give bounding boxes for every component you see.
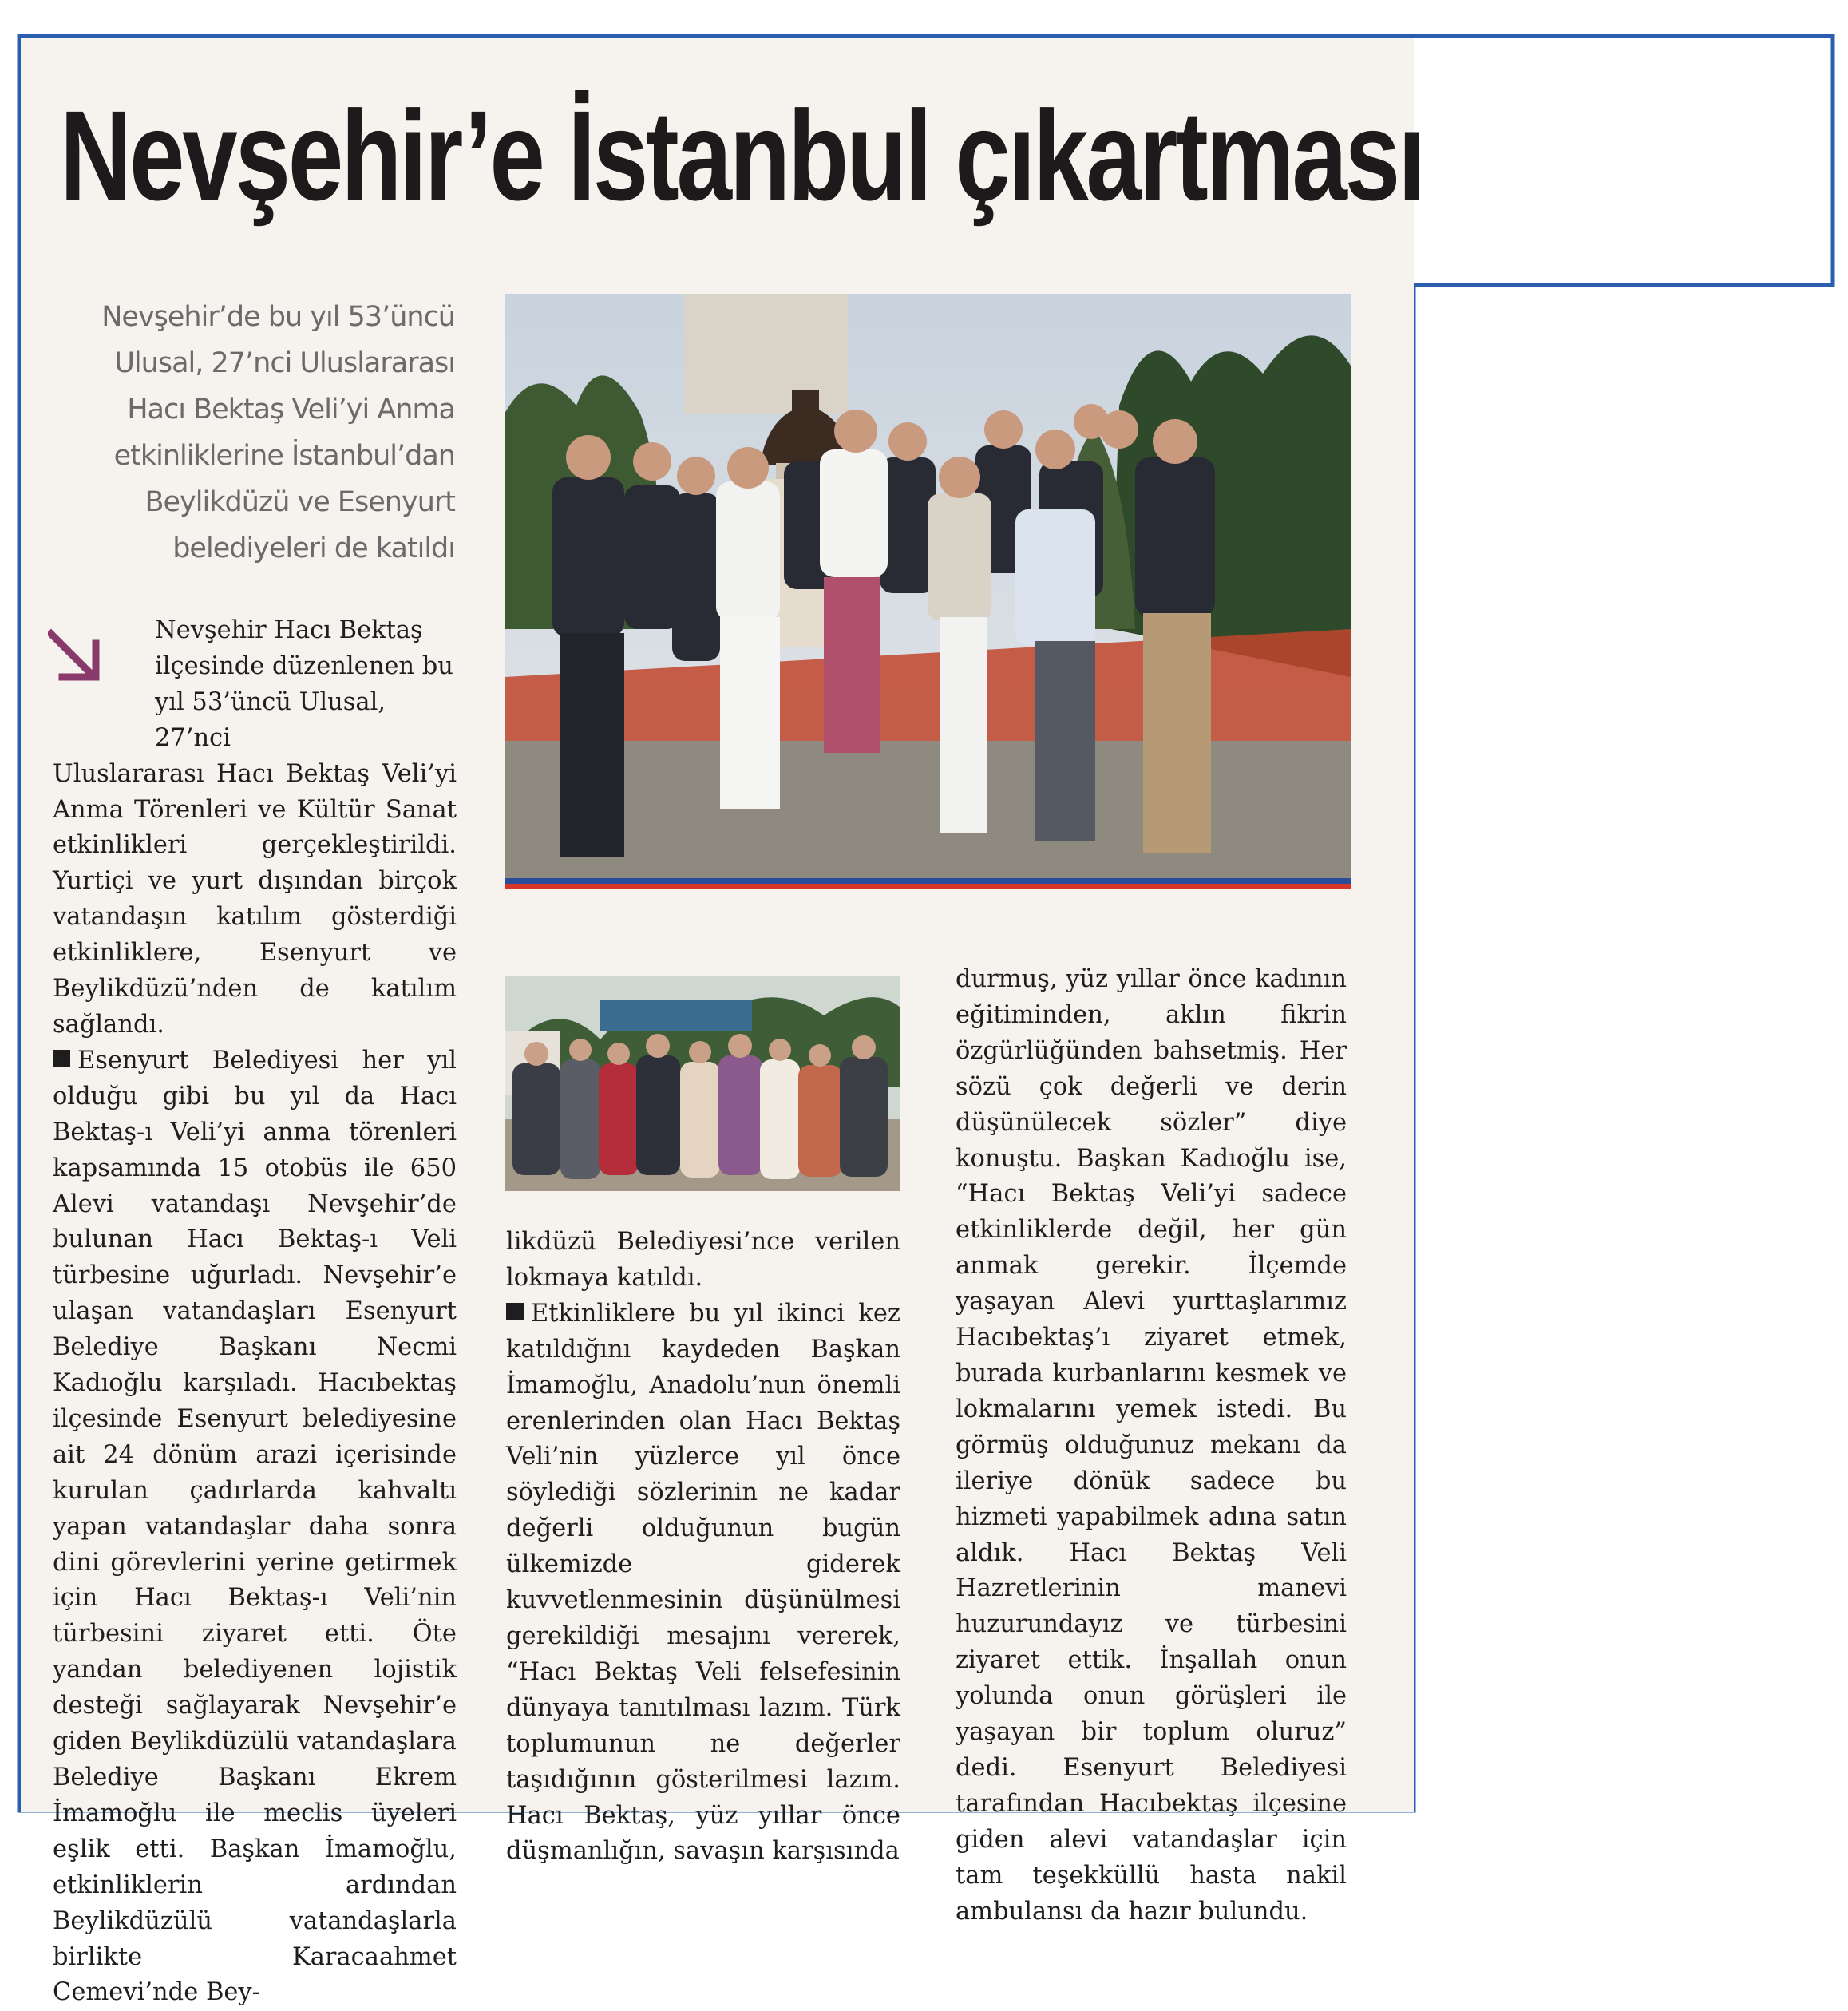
dek-line: Ulusal, 27’nci Uluslararası: [114, 347, 455, 379]
photo-color-stripe: [505, 878, 1351, 889]
body-paragraph: [53, 1043, 457, 2011]
lead-paragraph-indented-text: Nevşehir Hacı Bektaş ilçesinde düzenlenen bu yıl 53’üncü Ulusal, 27’nci: [155, 616, 453, 752]
article-column-1: [53, 613, 457, 2011]
group-photo-monument: [505, 294, 1351, 880]
dek-line: Beylikdüzü ve Esenyurt: [144, 486, 455, 518]
body-paragraph: [506, 1296, 900, 1870]
article-column-2: [506, 1225, 900, 1870]
article-column-3: [956, 962, 1347, 1930]
lead-paragraph: [53, 613, 457, 1043]
body-paragraph: likdüzü Belediyesi’nce verilen lokmaya katıldı.: [506, 1228, 900, 1292]
group-photo-monument-image: [505, 294, 1351, 880]
crowd-photo-tents-image: [505, 976, 900, 1191]
dek-line: belediyeleri de katıldı: [172, 532, 455, 564]
dek-line: Nevşehir’de bu yıl 53’üncü: [101, 301, 455, 333]
body-paragraph-text: Esenyurt Belediyesi her yıl olduğu gibi bu yıl da Hacı Bektaş-ı Veli’yi anma törenleri kapsamında 15 otobüs ile 650 Alevi vatandaşı Nevşehir’de bulunan Hacı Bektaş-ı Veli türbesine uğurladı. Nevşehir’e ulaşan vatandaşları Esenyurt Belediye Başkanı Necmi Kadıoğlu karşıladı. Hacıbektaş ilçesinde Esenyurt belediyesine ait 24 dönüm arazi içerisinde kurulan çadırlarda kahvaltı yapan vatandaşlar daha sonra dini görevlerini yerine getirmek için Hacı Bektaş-ı Veli’nin türbesini ziyaret etti. Öte yandan belediyenen lojistik desteği sağlayarak Nevşehir’e giden Beylikdüzülü vatandaşlara Belediye Başkanı Ekrem İmamoğlu ile meclis üyeleri eşlik etti. Başkan İmamoğlu, etkinliklerin ardından Beylikdüzülü vatandaşlarla birlikte Karacaahmet Cemevi’nde Bey-: [53, 1046, 457, 2007]
lead-paragraph-text: Uluslararası Hacı Bektaş Veli’yi Anma Törenleri ve Kültür Sanat etkinlikleri gerçekleştirildi. Yurtiçi ve yurt dışından birçok vatandaşın katılım gösterdiği etkinliklere, Esenyurt ve Beylikdüzü’nden de katılım sağlandı.: [53, 759, 457, 1039]
dek-line: Hacı Bektaş Veli’yi Anma: [127, 394, 455, 426]
dek-summary: [48, 294, 455, 572]
headline: Nevşehir’e İstanbul çıkartması: [60, 84, 1423, 227]
crowd-photo-tents: [505, 976, 900, 1191]
square-bullet-icon: [506, 1303, 524, 1320]
body-paragraph: durmuş, yüz yıllar önce kadının eğitiminden, aklın fikrin özgürlüğünden bahsetmiş. Her sözü çok değerli ve derin düşünülecek sözler” diye konuştu. Başkan Kadıoğlu ise, “Hacı Bektaş Veli’yi sadece etkinliklerde değil, her gün anmak gerekir. İlçemde yaşayan Alevi yurttaşlarımız Hacıbektaş’ı ziyaret etmek, burada kurbanlarını kesmek ve lokmalarını yemek istedi. Bu görmüş olduğunuz mekanı da ileriye dönük sadece bu hizmeti yapabilmek adına satın aldık. Hacı Bektaş Veli Hazretlerinin manevi huzurundayız ve türbesini ziyaret ettik. İnşallah onun yolunda onun görüşleri ile yaşayan bir toplum oluruz” dedi. Esenyurt Belediyesi tarafından Hacıbektaş ilçesine giden alevi vatandaşlar için tam teşekküllü hasta nakil ambulansı da hazır bulundu.: [956, 965, 1347, 1926]
body-paragraph-text: Etkinliklere bu yıl ikinci kez katıldığını kaydeden Başkan İmamoğlu, Anadolu’nun önemli erenlerinden olan Hacı Bektaş Veli’nin yüzlerce yıl önce söylediği sözlerinin ne kadar değerli olduğunun bugün ülkemizde giderek kuvvetlenmesinin düşünülmesi gerekildiği mesajını vererek, “Hacı Bektaş Veli felsefesinin dünyaya tanıtılması lazım. Türk toplumunun ne değerler taşıdığının gösterilmesi lazım. Hacı Bektaş, yüz yıllar önce düşmanlığın, savaşın karşısında: [506, 1299, 900, 1866]
dek-line: etkinliklerine İstanbul’dan: [113, 440, 455, 472]
square-bullet-icon: [53, 1050, 70, 1067]
